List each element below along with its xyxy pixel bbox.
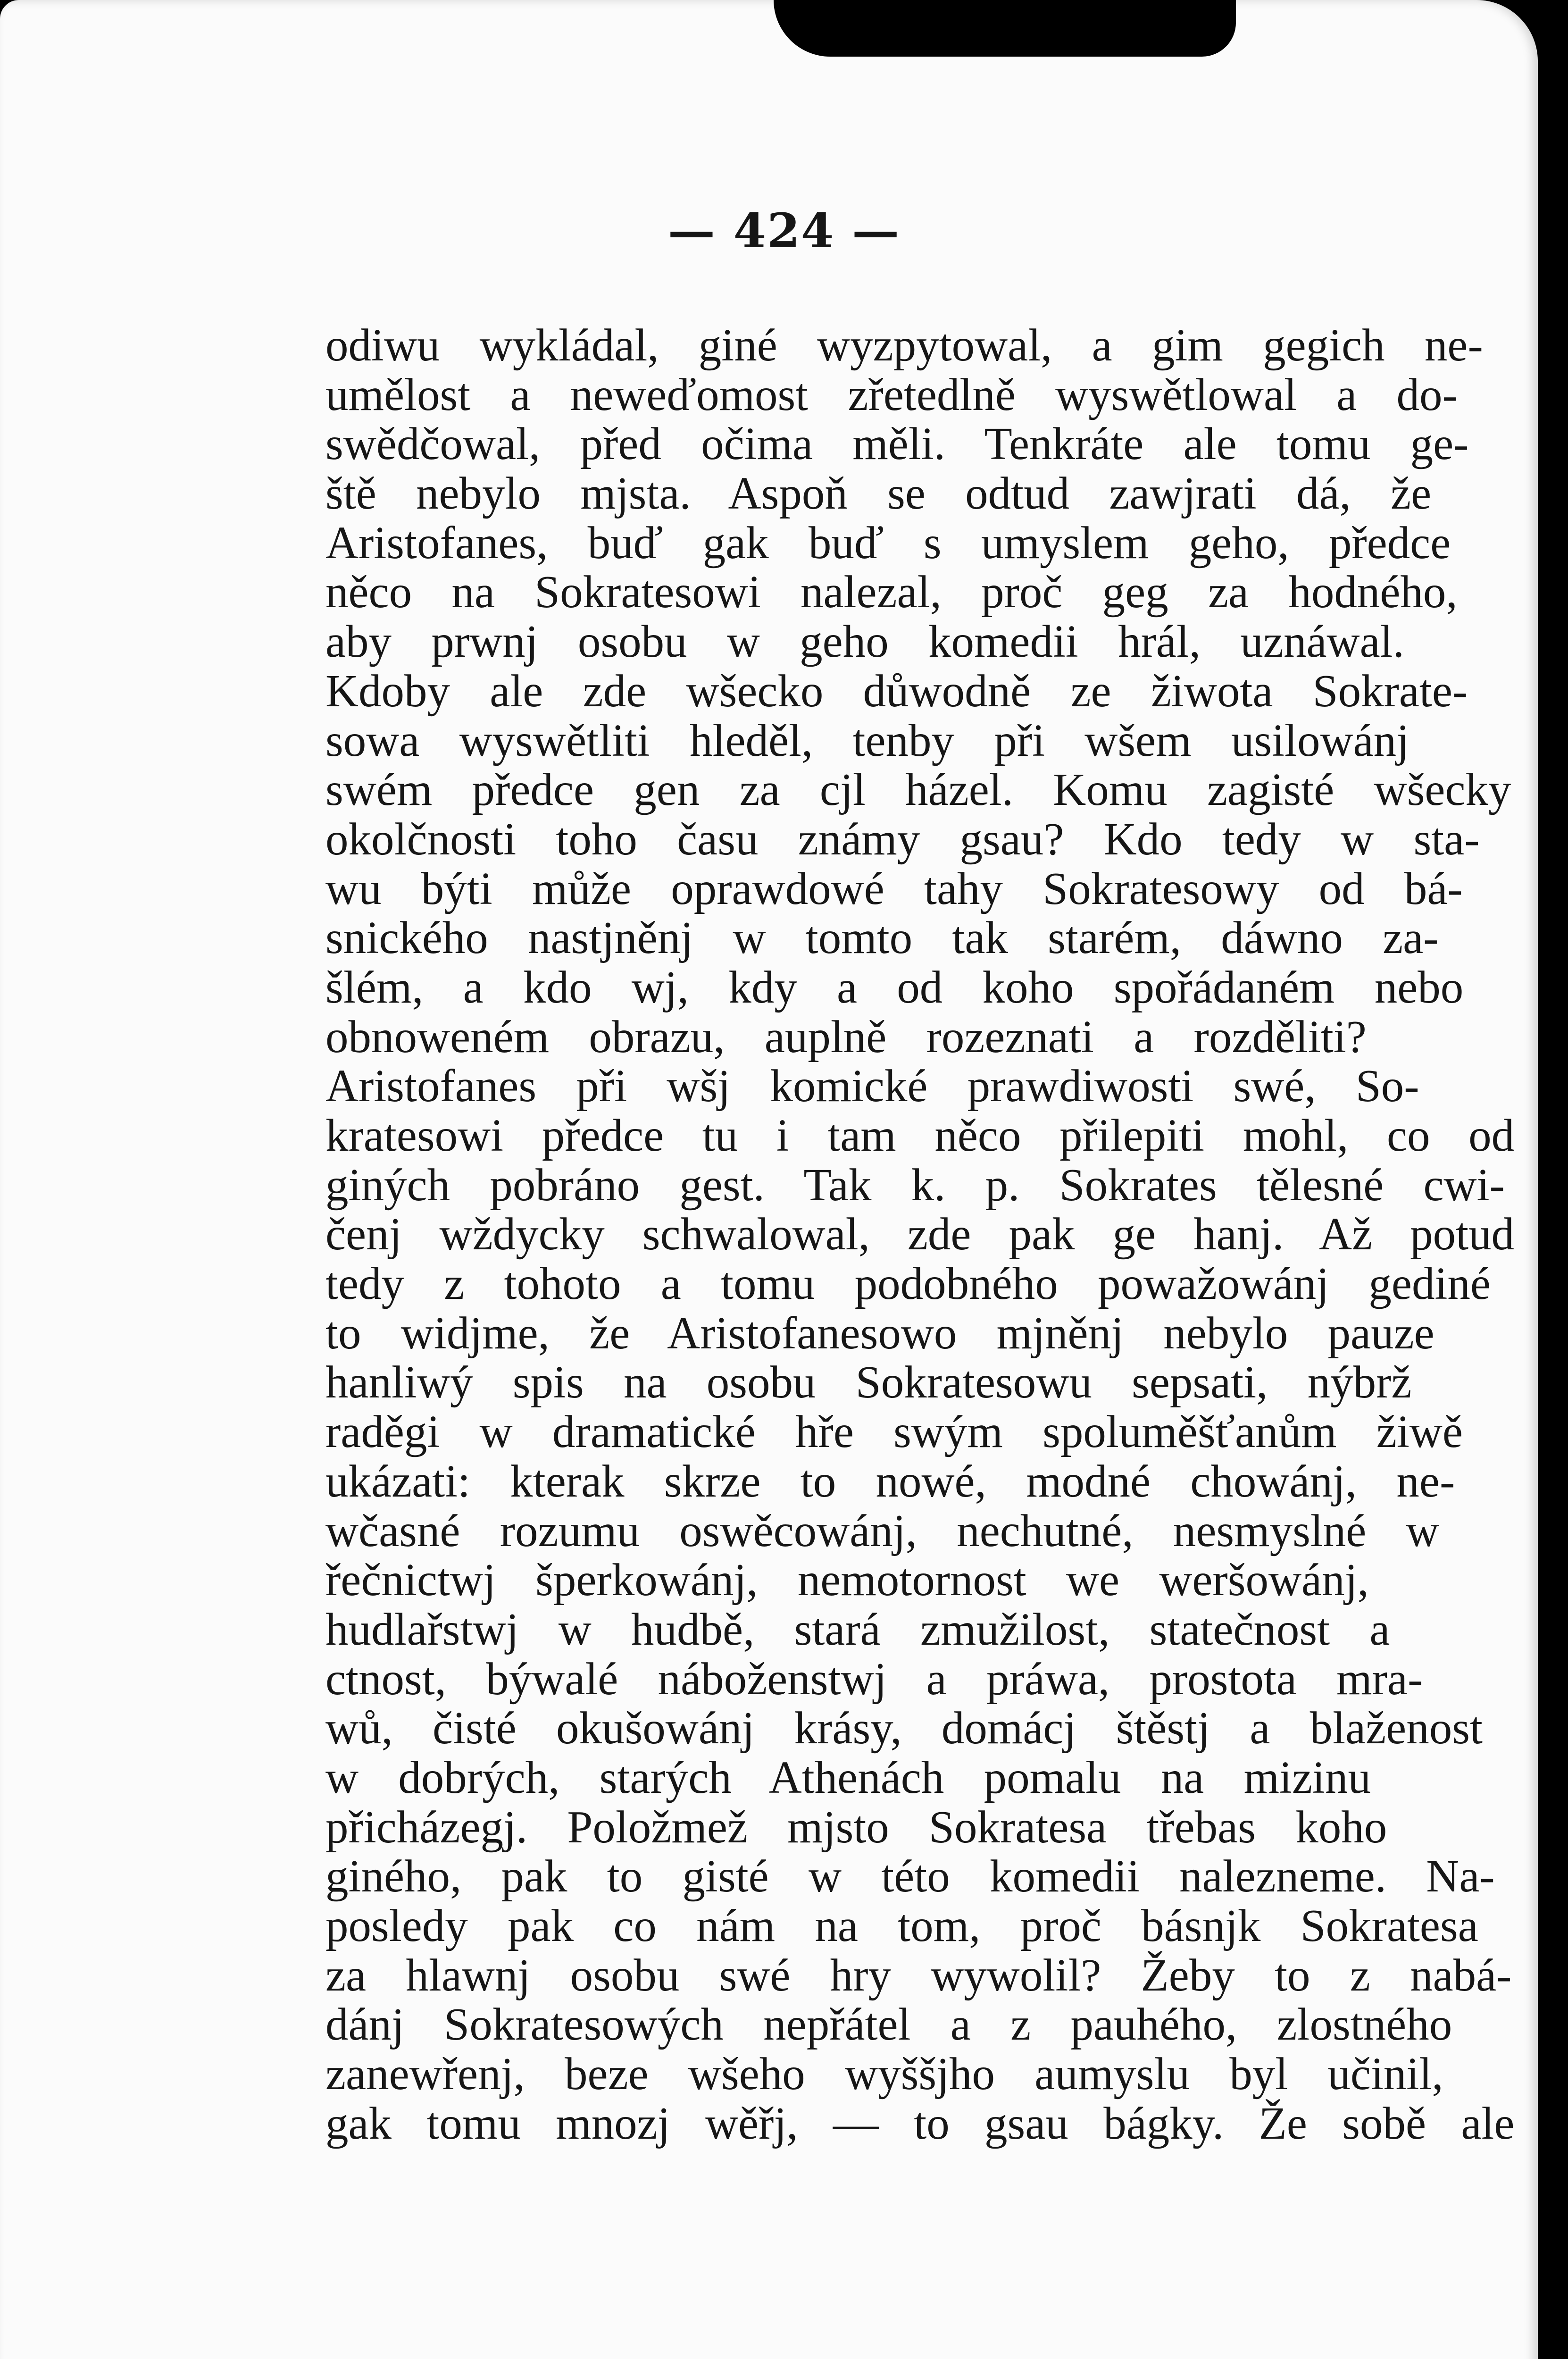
text-line: šlém, a kdo wj, kdy a od koho spořádaném nebo xyxy=(325,962,1464,1012)
text-line: hudlařstwj w hudbě, stará zmužilost, statečnost a xyxy=(325,1604,1390,1655)
text-line: něco na Sokratesowi nalezal, proč geg za hodného, xyxy=(325,567,1458,618)
text-line: ukázati: kterak skrze to nowé, modné chowánj, ne- xyxy=(325,1456,1455,1506)
text-line: za hlawnj osobu swé hry wywolil? Žeby to z nabá- xyxy=(325,1949,1512,2000)
text-line: gak tomu mnozj wěřj, — to gsau bágky. Že sobě ale xyxy=(325,2098,1515,2149)
text-line: zanewřenj, beze wšeho wyššjho aumyslu byl učinil, xyxy=(325,2049,1443,2100)
text-line: wu býti může oprawdowé tahy Sokratesowy od bá- xyxy=(325,863,1463,914)
text-line: Aristofanes, buď gak buď s umyslem geho, předce xyxy=(325,517,1451,568)
text-line: dánj Sokratesowých nepřátel a z pauhého, zlostného xyxy=(325,1999,1452,2050)
text-line: přicházegj. Položmež mjsto Sokratesa třebas koho xyxy=(325,1801,1387,1852)
text-line: obnoweném obrazu, auplně rozeznati a rozděliti? xyxy=(325,1011,1367,1062)
text-line: Kdoby ale zde wšecko důwodně ze žiwota Sokrate- xyxy=(325,665,1468,716)
text-line: hanliwý spis na osobu Sokratesowu sepsati, nýbrž xyxy=(325,1357,1412,1408)
body-text xyxy=(325,321,1514,2148)
page-number: — 424 — xyxy=(667,203,901,259)
text-line: wčasné rozumu oswěcowánj, nechutné, nesmyslné w xyxy=(325,1505,1439,1556)
text-line: wů, čisté okušowánj krásy, domácj štěstj a blaženost xyxy=(325,1703,1483,1754)
text-line: raděgi w dramatické hře swým spoluměšťanům žiwě xyxy=(325,1406,1463,1457)
text-line: řečnictwj šperkowánj, nemotornost we weršowánj, xyxy=(325,1555,1369,1606)
text-line: giného, pak to gisté w této komedii nalezneme. Na- xyxy=(325,1851,1495,1902)
text-line: kratesowi předce tu i tam něco přilepiti mohl, co od xyxy=(325,1110,1515,1161)
page-edge-shadow xyxy=(774,0,1236,57)
text-line: w dobrých, starých Athenách pomalu na mizinu xyxy=(325,1752,1371,1803)
text-line: ctnost, býwalé náboženstwj a práwa, prostota mra- xyxy=(325,1653,1423,1704)
text-line: giných pobráno gest. Tak k. p. Sokrates tělesné cwi- xyxy=(325,1159,1505,1210)
text-line: odiwu wykládal, giné wyzpytowal, a gim gegich ne- xyxy=(325,320,1483,370)
text-line: Aristofanes při wšj komické prawdiwosti swé, So- xyxy=(325,1061,1419,1112)
text-line: snického nastjněnj w tomto tak starém, dáwno za- xyxy=(325,912,1439,963)
text-line: posledy pak co nám na tom, proč básnjk Sokratesa xyxy=(325,1900,1478,1951)
text-line: aby prwnj osobu w geho komedii hrál, uznáwal. xyxy=(325,616,1404,667)
text-line: čenj wždycky schwalowal, zde pak ge hanj. Až potud xyxy=(325,1209,1515,1260)
text-line: swědčowal, před očima měli. Tenkráte ale tomu ge- xyxy=(325,418,1469,469)
text-line: sowa wyswětliti hleděl, tenby při wšem usilowánj xyxy=(325,715,1410,766)
text-line: swém předce gen za cjl házel. Komu zagisté wšecky xyxy=(325,764,1511,815)
text-line: tedy z tohoto a tomu podobného powažowánj gediné xyxy=(325,1258,1491,1309)
text-line: to widjme, že Aristofanesowo mjněnj nebylo pauze xyxy=(325,1307,1435,1358)
text-line: umělost a neweďomost zřetedlně wyswětlowal a do- xyxy=(325,369,1458,420)
text-line: ště nebylo mjsta. Aspoň se odtud zawjrati dá, že xyxy=(325,468,1432,519)
text-line: okolčnosti toho času známy gsau? Kdo tedy w sta- xyxy=(325,813,1480,864)
